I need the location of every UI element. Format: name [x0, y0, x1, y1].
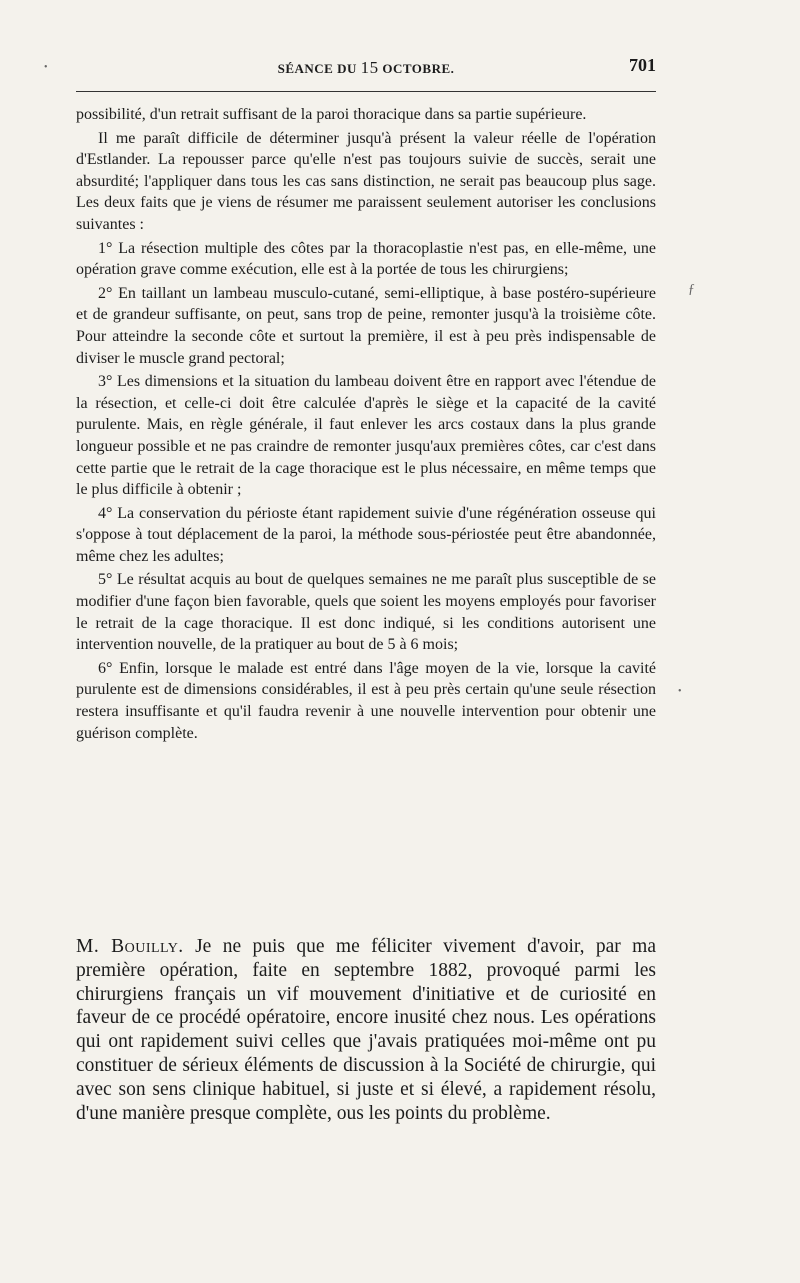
- page-header: [76, 55, 656, 84]
- page-number: 701: [629, 55, 656, 75]
- conclusion-2: 2° En taillant un lambeau musculo-cutané, semi-elliptique, à base postéro-supérieure et de grandeur suffisante, on peut, sans trop de peine, remonter jusqu'à la troisième côte. Pour atteindre la seconde côte et surtout la première, il est à peu près indispensable de diviser le muscle grand pectoral;: [76, 284, 656, 367]
- running-head-number: 15: [360, 58, 379, 77]
- running-head: [76, 58, 656, 78]
- header-rule: [76, 91, 656, 92]
- margin-dot: •: [678, 686, 682, 697]
- conclusion-5: 5° Le résultat acquis au bout de quelques semaines ne me paraît plus susceptible de se modifier d'une façon bien favorable, quels que soient les moyens employés pour favoriser le retrait de la cage thoracique. Il est donc indiqué, si les conditions autorisent une intervention nouvelle, de la pratiquer au bout de 5 à 6 mois;: [76, 571, 656, 654]
- conclusion-1: 1° La résection multiple des côtes par la thoracoplastie n'est pas, en elle-même, une opération grave comme exécution, elle est à la portée de tous les chirurgiens;: [76, 239, 656, 279]
- conclusion-4: 4° La conservation du périoste étant rapidement suivie d'une régénération osseuse qui s'oppose à tout déplacement de la paroi, la méthode sous-périostée peut être abandonnée, même chez les adultes;: [76, 504, 656, 565]
- bouilly-paragraph: [76, 935, 656, 1125]
- main-text: [76, 104, 656, 746]
- speaker-name: M. Bouilly.: [76, 936, 184, 957]
- conclusion-3: 3° Les dimensions et la situation du lambeau doivent être en rapport avec l'étendue de la résection, et celle-ci doit être calculée d'après le siège et la capacité de la cavité purulente. Mais, en règle générale, il faut enlever les arcs costaux dans la plus grande longueur possible et ne pas craindre de remonter jusqu'aux premières côtes, car c'est dans cette partie que le retrait de la cage thoracique est le plus nécessaire, en même temps que le plus difficile à obtenir ;: [76, 373, 656, 499]
- paragraph-continuation: possibilité, d'un retrait suffisant de la paroi thoracique dans sa partie supérieure.: [76, 106, 587, 123]
- conclusion-6: 6° Enfin, lorsque le malade est entré dans l'âge moyen de la vie, lorsque la cavité purulente est de dimensions considérables, il est à peu près certain qu'une seule résection restera insuffisante et qu'il faudra revenir à une nouvelle intervention pour obtenir une guérison complète.: [76, 659, 656, 742]
- running-head-suffix: OCTOBRE.: [378, 61, 455, 76]
- paragraph-intro: Il me paraît difficile de déterminer jusqu'à présent la valeur réelle de l'opération d'Estlander. La repousser parce qu'elle n'est pas toujours suivie de succès, serait une absurdité; l'appliquer dans tous les cas sans distinction, ne serait pas beaucoup plus sage. Les deux faits que je viens de résumer me paraissent seulement autoriser les conclusions suivantes :: [76, 129, 656, 233]
- bouilly-text: Je ne puis que me féliciter vivement d'avoir, par ma première opération, faite en septembre 1882, provoqué parmi les chirurgiens français un vif mouvement d'initiative et de curiosité en faveur de ce procédé opératoire, encore inusité chez nous. Les opérations qui ont rapidement suivi celles que j'avais pratiquées moi-même ont pu constituer de sérieux éléments de discussion à la Société de chirurgie, qui avec son sens clinique habituel, si juste et si élevé, a rapidement résolu, d'une manière presque complète, ous les points du problème.: [76, 936, 657, 1124]
- margin-dot-left: •: [44, 62, 48, 73]
- running-head-prefix: SÉANCE DU: [277, 61, 361, 76]
- bouilly-section: [76, 935, 656, 1125]
- margin-speck: ƒ: [688, 282, 695, 297]
